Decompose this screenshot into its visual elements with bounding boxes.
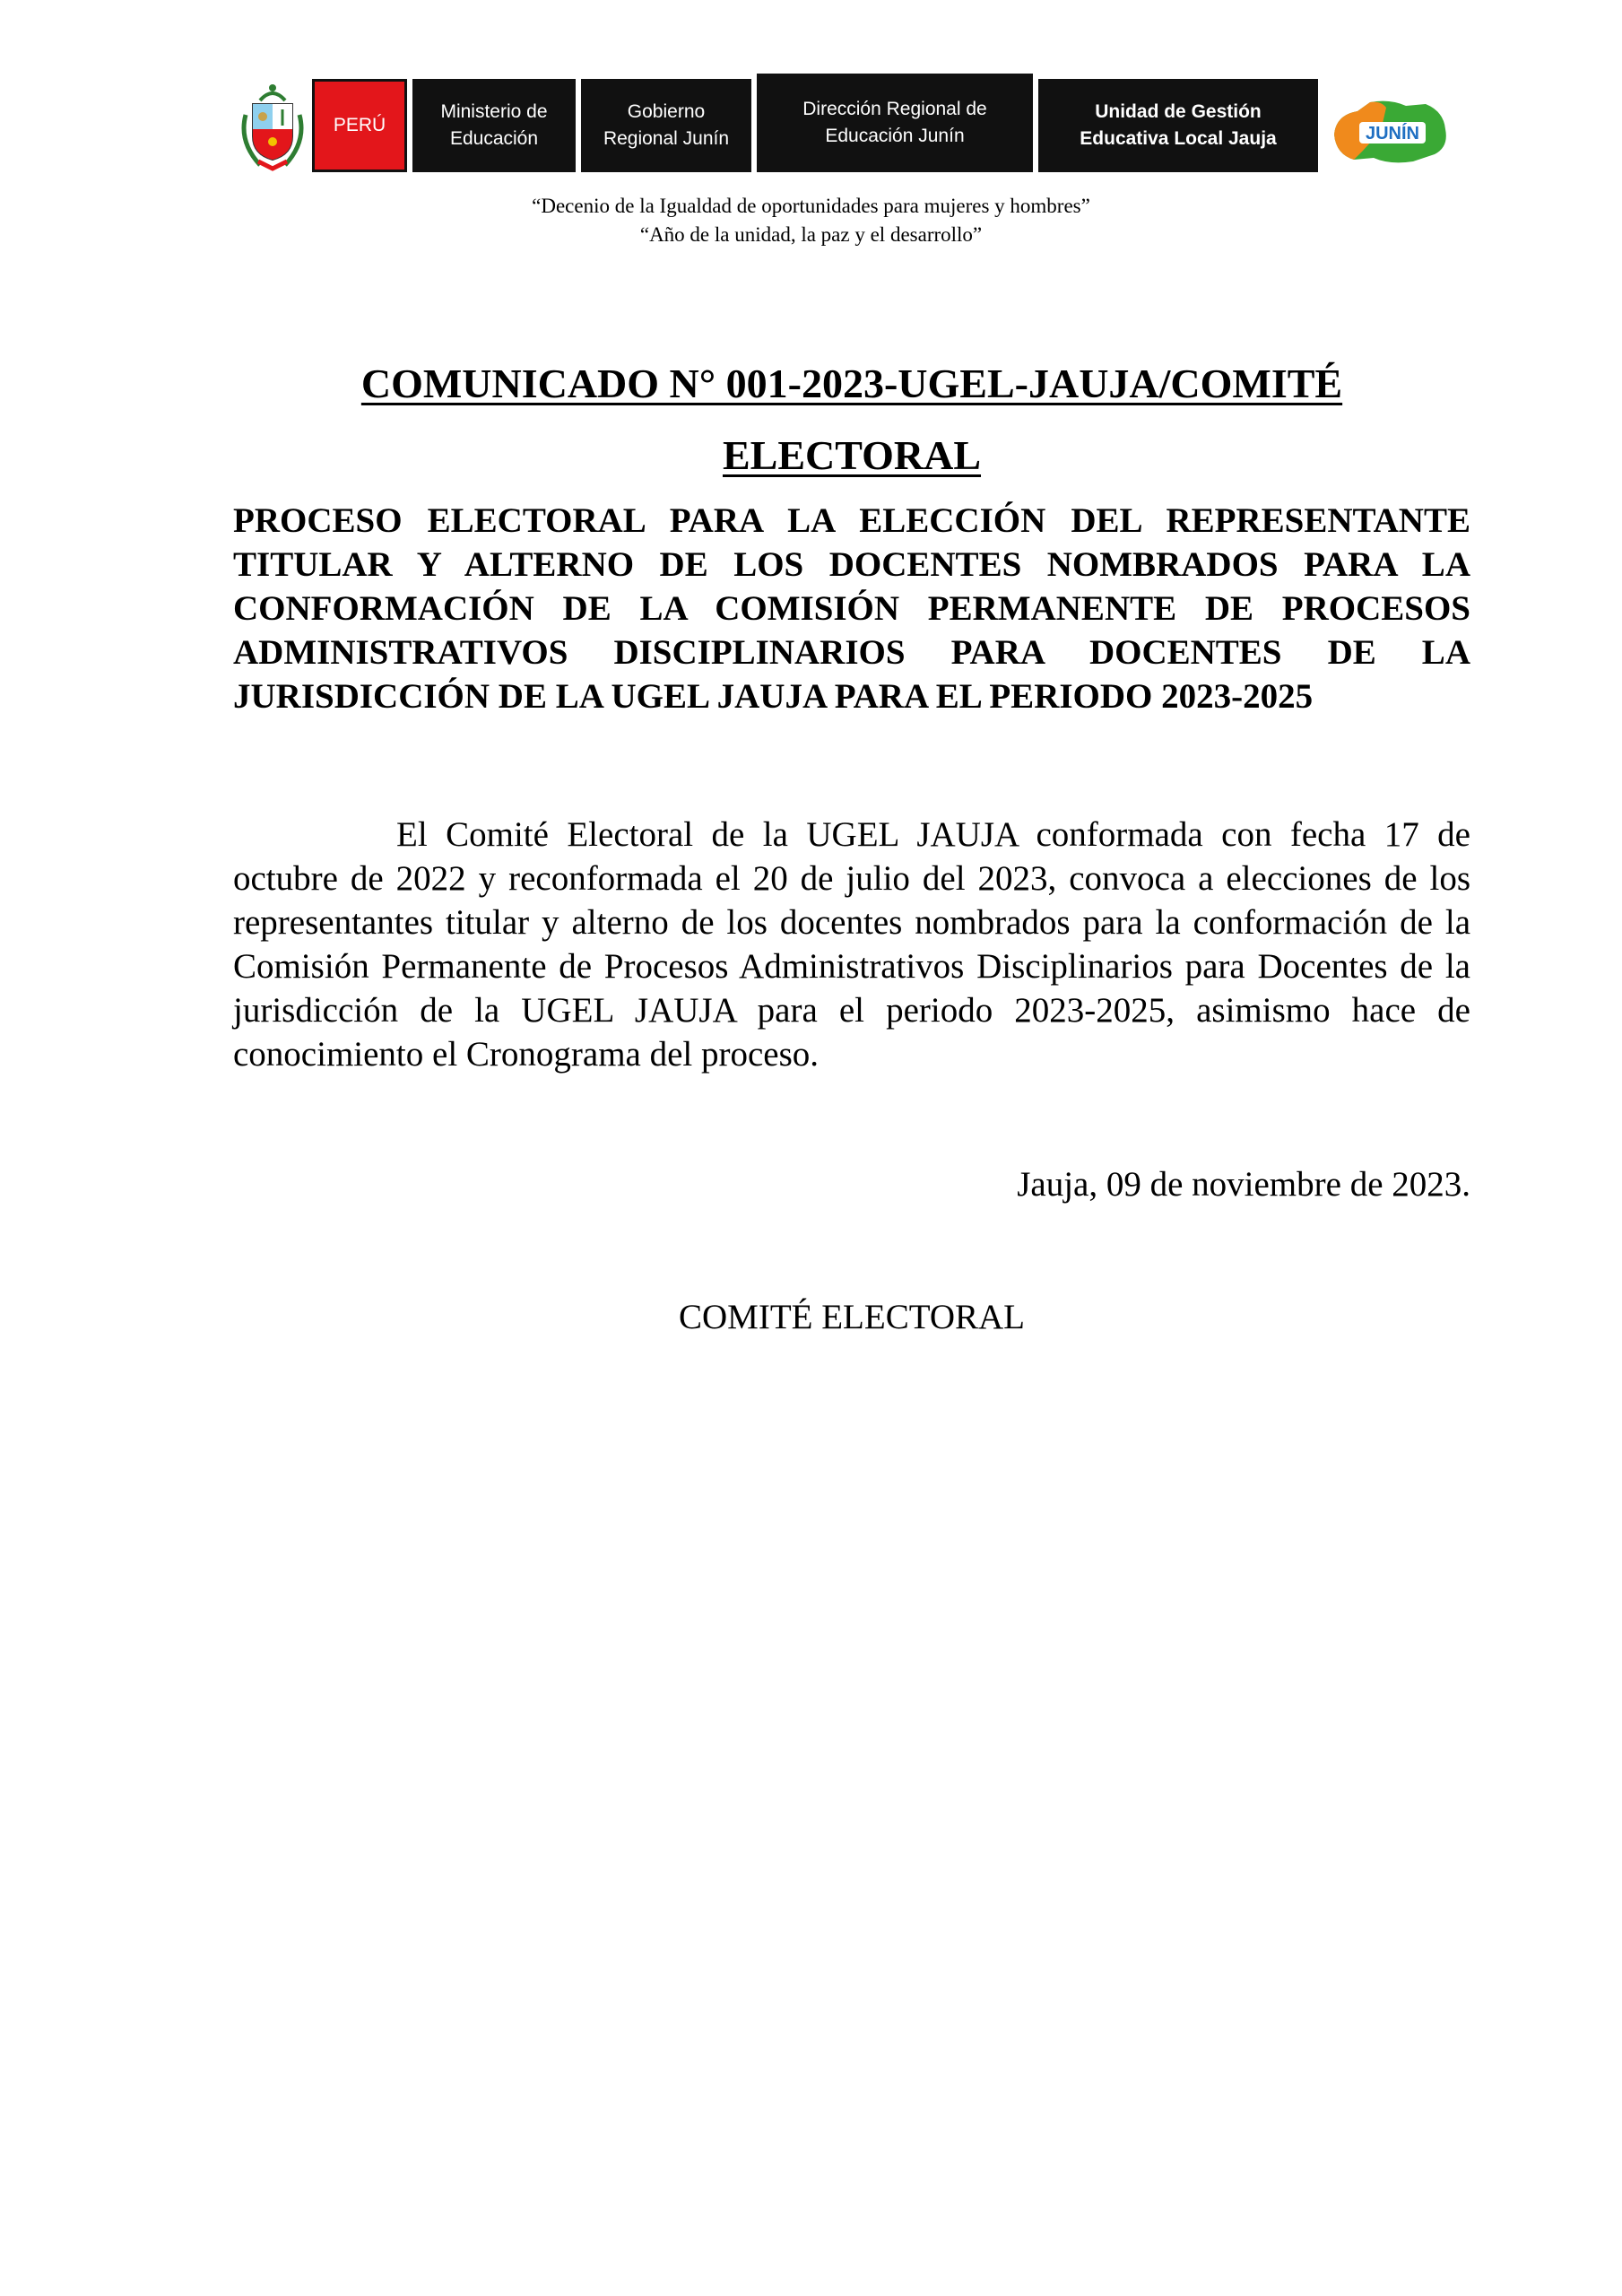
ugel-line2: Educativa Local Jauja [1080, 128, 1277, 149]
document-title [233, 348, 1470, 491]
minedu-line1: Ministerio de [440, 101, 548, 122]
motto-year: “Año de la unidad, la paz y el desarrollo” [639, 223, 983, 246]
direccion-regional-badge [757, 74, 1033, 172]
document-body-paragraph: El Comité Electoral de la UGEL JAUJA conformada con fecha 17 de octubre de 2022 y reconformada el 20 de julio del 2023, convoca a elecciones de los representantes titular y alterno de los docentes nombrados para la conformación de la Comisión Permanente de Procesos Administrativos Disciplinarios para Docentes de la jurisdicción de la UGEL JAUJA para el periodo 2023-2025, asimismo hace de conocimiento el Cronograma del proceso. [233, 815, 1470, 1074]
official-mottos [0, 192, 1622, 249]
peru-label: PERÚ [333, 115, 386, 135]
letterhead [237, 74, 1456, 178]
gobierno-regional-badge [581, 79, 751, 172]
signature-block: COMITÉ ELECTORAL [678, 1298, 1025, 1336]
document-subject: PROCESO ELECTORAL PARA LA ELECCIÓN DEL REPRESENTANTE TITULAR Y ALTERNO DE LOS DOCENTES NOMBRADOS PARA LA CONFORMACIÓN DE LA COMISIÓN PERMANENTE DE PROCESOS ADMINISTRATIVOS DISCIPLINARIOS PARA DOCENTES DE LA JURISDICCIÓN DE LA UGEL JAUJA PARA EL PERIODO 2023-2025 [233, 501, 1470, 716]
peru-coat-of-arms-icon [237, 79, 308, 172]
dre-line2: Educación Junín [825, 126, 965, 146]
dre-line1: Dirección Regional de [802, 99, 987, 119]
gob-line2: Regional Junín [603, 128, 730, 149]
title-line1: COMUNICADO N° 001-2023-UGEL-JAUJA/COMITÉ [360, 361, 1343, 406]
motto-decade: “Decenio de la Igualdad de oportunidades para mujeres y hombres” [532, 195, 1090, 217]
peru-badge [312, 79, 407, 172]
document-date: Jauja, 09 de noviembre de 2023. [1017, 1165, 1470, 1204]
title-line2: ELECTORAL [722, 432, 982, 478]
ministerio-educacion-badge [412, 79, 576, 172]
gob-line1: Gobierno [627, 101, 706, 122]
ugel-line1: Unidad de Gestión [1095, 101, 1262, 122]
junin-logo-text: JUNÍN [1365, 124, 1420, 144]
ugel-jauja-badge [1038, 79, 1318, 172]
minedu-line2: Educación [449, 128, 539, 149]
junin-region-logo-icon [1327, 95, 1453, 167]
